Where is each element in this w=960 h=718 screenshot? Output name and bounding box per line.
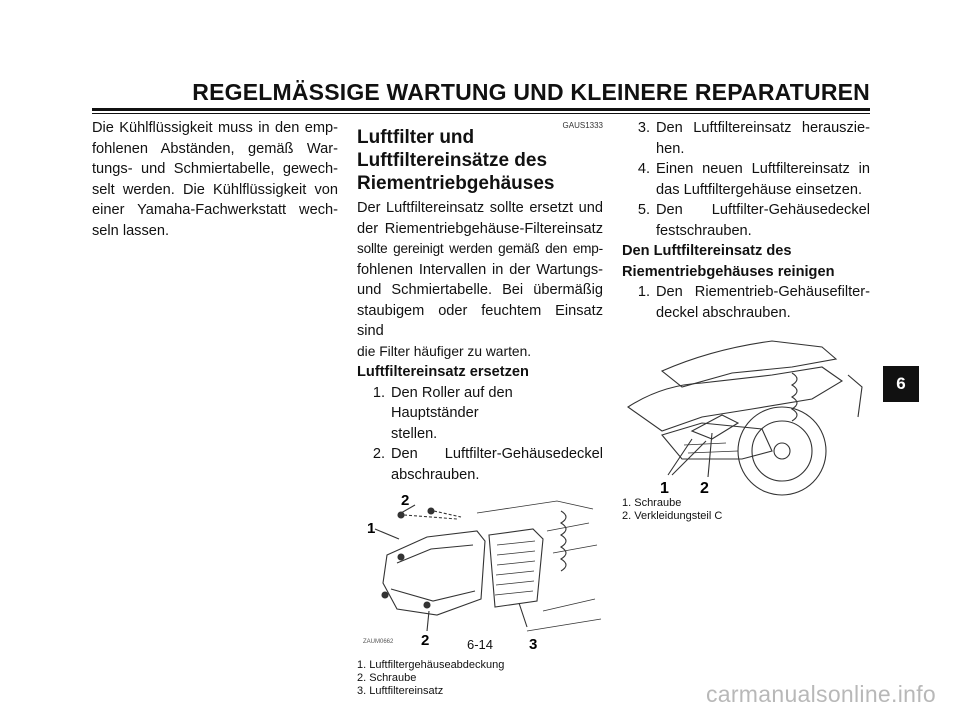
step-number: 4. (637, 161, 650, 177)
text-line: der Riementriebgehäuse-Filtereinsatz (357, 220, 603, 237)
clean-subheading (622, 241, 870, 282)
step-text: Den Luftfilter-Gehäusedeckel (391, 446, 603, 462)
step-text: stellen. (391, 425, 438, 442)
text-line: selt werden. Die Kühlflüssigkeit von (92, 181, 338, 198)
screw-shape (398, 554, 404, 560)
section-title: REGELMÄSSIGE WARTUNG UND KLEINERE REPARATUREN (192, 79, 870, 105)
text-line: seln lassen. (92, 222, 170, 239)
screw-shape (382, 592, 388, 598)
text-line: Die Kühlflüssigkeit muss in den emp- (92, 120, 338, 136)
step-number: 5. (637, 202, 650, 218)
text-line: staubigem oder feuchtem Einsatz sind (357, 302, 603, 339)
seat-shape (662, 341, 836, 387)
text-line: fohlenen Intervallen in der Wartungs- (357, 261, 603, 278)
caption-line: 3. Luftfiltereinsatz (357, 685, 444, 697)
text-line: fohlenen Abständen, gemäß War- (92, 140, 338, 157)
callout-2: 2 (401, 492, 410, 509)
chapter-tab: 6 (883, 366, 919, 402)
callout-2-lower: 2 (421, 632, 430, 649)
heading-line: Luftfilter und (357, 127, 475, 148)
air-filter-paragraph (357, 198, 603, 362)
belt-case-shape (662, 423, 772, 459)
air-filter-figure (357, 491, 603, 659)
figure-captions (622, 497, 870, 523)
heading-line: Luftfiltereinsätze des (357, 150, 548, 171)
step-1-b (622, 282, 870, 323)
step-number: 1. (637, 284, 650, 300)
step-text: Den Roller auf den Hauptständer (391, 384, 513, 421)
step-text: deckel abschrauben. (656, 304, 791, 321)
step-text: festschrauben. (656, 222, 752, 239)
caption-line: 2. Schraube (357, 672, 417, 684)
text-line: tungs- und Schmiertabelle, gewech- (92, 161, 338, 177)
step-number: 1. (372, 384, 385, 401)
subheading-line: Riementriebgehäuses reinigen (622, 263, 835, 280)
scooter-figure (622, 327, 870, 497)
step-text: Den Luftfiltereinsatz herauszie- (656, 120, 870, 136)
rear-wheel-shape (738, 407, 826, 495)
step-text: Den Riementrieb-Gehäusefilter- (656, 284, 870, 300)
step-number: 3. (637, 120, 650, 136)
step-text: das Luftfiltergehäuse einsetzen. (656, 181, 863, 198)
column-3 (622, 118, 870, 523)
page-number: 6-14 (466, 637, 494, 652)
callout-1: 1 (367, 520, 376, 537)
step-number: 2. (372, 446, 385, 462)
heading-line: Riementriebgehäuses (357, 173, 555, 194)
column-2 (357, 118, 603, 698)
air-filter-heading (357, 126, 603, 195)
callout-3: 3 (529, 636, 538, 653)
caption-line: 1. Schraube (622, 497, 682, 509)
step-text: abschrauben. (391, 466, 480, 483)
caption-line: 1. Luftfiltergehäuseabdeckung (357, 659, 505, 671)
subheading-line: Den Luftfiltereinsatz des (622, 243, 792, 259)
callout-1: 1 (660, 480, 669, 497)
header-rule (92, 108, 870, 111)
step-1 (357, 383, 603, 445)
header-rule-thin (92, 113, 870, 114)
text-line: die Filter häufiger zu warten. (357, 343, 532, 359)
reference-code: GAUS1333 (562, 121, 603, 130)
replace-subheading: Luftfiltereinsatz ersetzen (357, 364, 529, 380)
screw-shape (424, 602, 430, 608)
step-5 (622, 200, 870, 241)
step-text: hen. (656, 140, 685, 157)
step-text: Den Luftfilter-Gehäusedeckel (656, 202, 870, 218)
callout-2: 2 (700, 480, 709, 497)
coolant-paragraph (92, 118, 338, 241)
caption-line: 2. Verkleidungsteil C (622, 510, 723, 522)
text-line: Der Luftfiltereinsatz sollte ersetzt und (357, 200, 603, 216)
housing-cover-shape (383, 531, 485, 615)
page-header (92, 78, 870, 114)
screw-shape (428, 508, 434, 514)
text-line: und Schmiertabelle. Bei übermäßig (357, 282, 603, 298)
figure-captions (357, 659, 603, 698)
watermark: carmanualsonline.info (705, 681, 936, 707)
step-2 (357, 444, 603, 485)
step-3 (622, 118, 870, 159)
figure-code: ZAUM0662 (363, 639, 394, 645)
step-text: Einen neuen Luftfiltereinsatz in (656, 161, 870, 177)
column-1 (92, 118, 338, 241)
text-line: sollte gereinigt werden gemäß den emp- (357, 241, 603, 256)
step-4 (622, 159, 870, 200)
text-line: einer Yamaha-Fachwerkstatt wech- (92, 202, 338, 218)
